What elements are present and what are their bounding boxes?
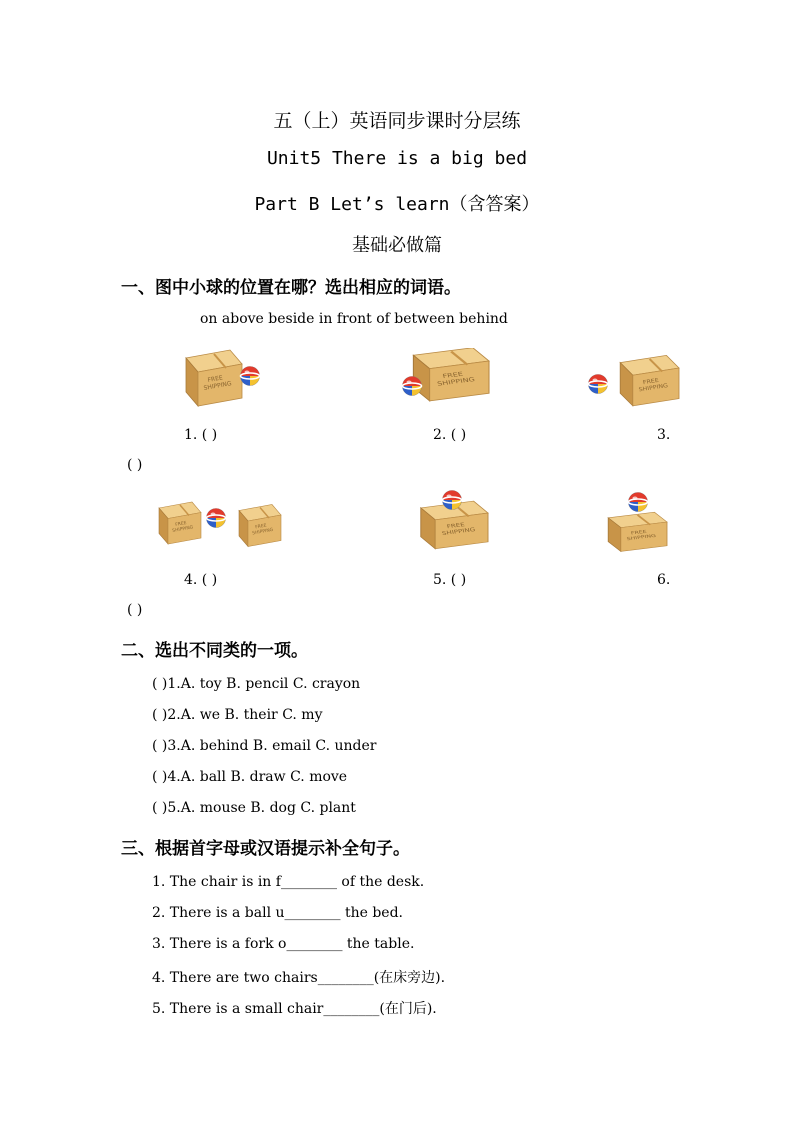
part-title: Part B Let’s learn（含答案） — [254, 194, 540, 215]
answer-4: 4. ( ) — [184, 572, 218, 588]
answer-5: 5. ( ) — [433, 572, 467, 588]
word-bank: on above beside in front of between behind — [200, 311, 508, 327]
answer-2: 2. ( ) — [433, 427, 467, 443]
answer-3-paren: ( ) — [127, 457, 143, 473]
choice-item-1: ( )1.A. toy B. pencil C. crayon — [152, 676, 361, 692]
level-title: 基础必做篇 — [352, 235, 442, 256]
picture-2 — [402, 348, 502, 404]
choice-item-4: ( )4.A. ball B. draw C. move — [152, 769, 348, 785]
choice-item-3: ( )3.A. behind B. email C. under — [152, 738, 377, 754]
choice-item-5: ( )5.A. mouse B. dog C. plant — [152, 800, 356, 816]
section2-heading: 二、选出不同类的一项。 — [121, 641, 308, 661]
picture-4 — [156, 496, 286, 548]
sentence-2: 2. There is a ball u________ the bed. — [152, 905, 404, 921]
answer-6-number: 6. — [657, 572, 671, 588]
section3-heading: 三、根据首字母或汉语提示补全句子。 — [121, 839, 410, 859]
section1-heading: 一、图中小球的位置在哪？选出相应的词语。 — [121, 278, 461, 298]
unit-title: Unit5 There is a big bed — [266, 148, 528, 169]
sentence-1: 1. The chair is in f________ of the desk. — [152, 874, 425, 890]
sentence-4: 4. There are two chairs________(在床旁边). — [152, 970, 446, 986]
document-title: 五（上）英语同步课时分层练 — [273, 110, 521, 132]
picture-1 — [182, 344, 272, 410]
sentence-5: 5. There is a small chair________(在门后). — [152, 1001, 437, 1017]
choice-item-2: ( )2.A. we B. their C. my — [152, 707, 323, 723]
answer-3-number: 3. — [657, 427, 671, 443]
answer-1: 1. ( ) — [184, 427, 218, 443]
picture-6 — [604, 492, 680, 552]
picture-3 — [588, 350, 688, 412]
picture-5 — [416, 490, 496, 550]
sentence-3: 3. There is a fork o________ the table. — [152, 936, 415, 952]
answer-6-paren: ( ) — [127, 602, 143, 618]
